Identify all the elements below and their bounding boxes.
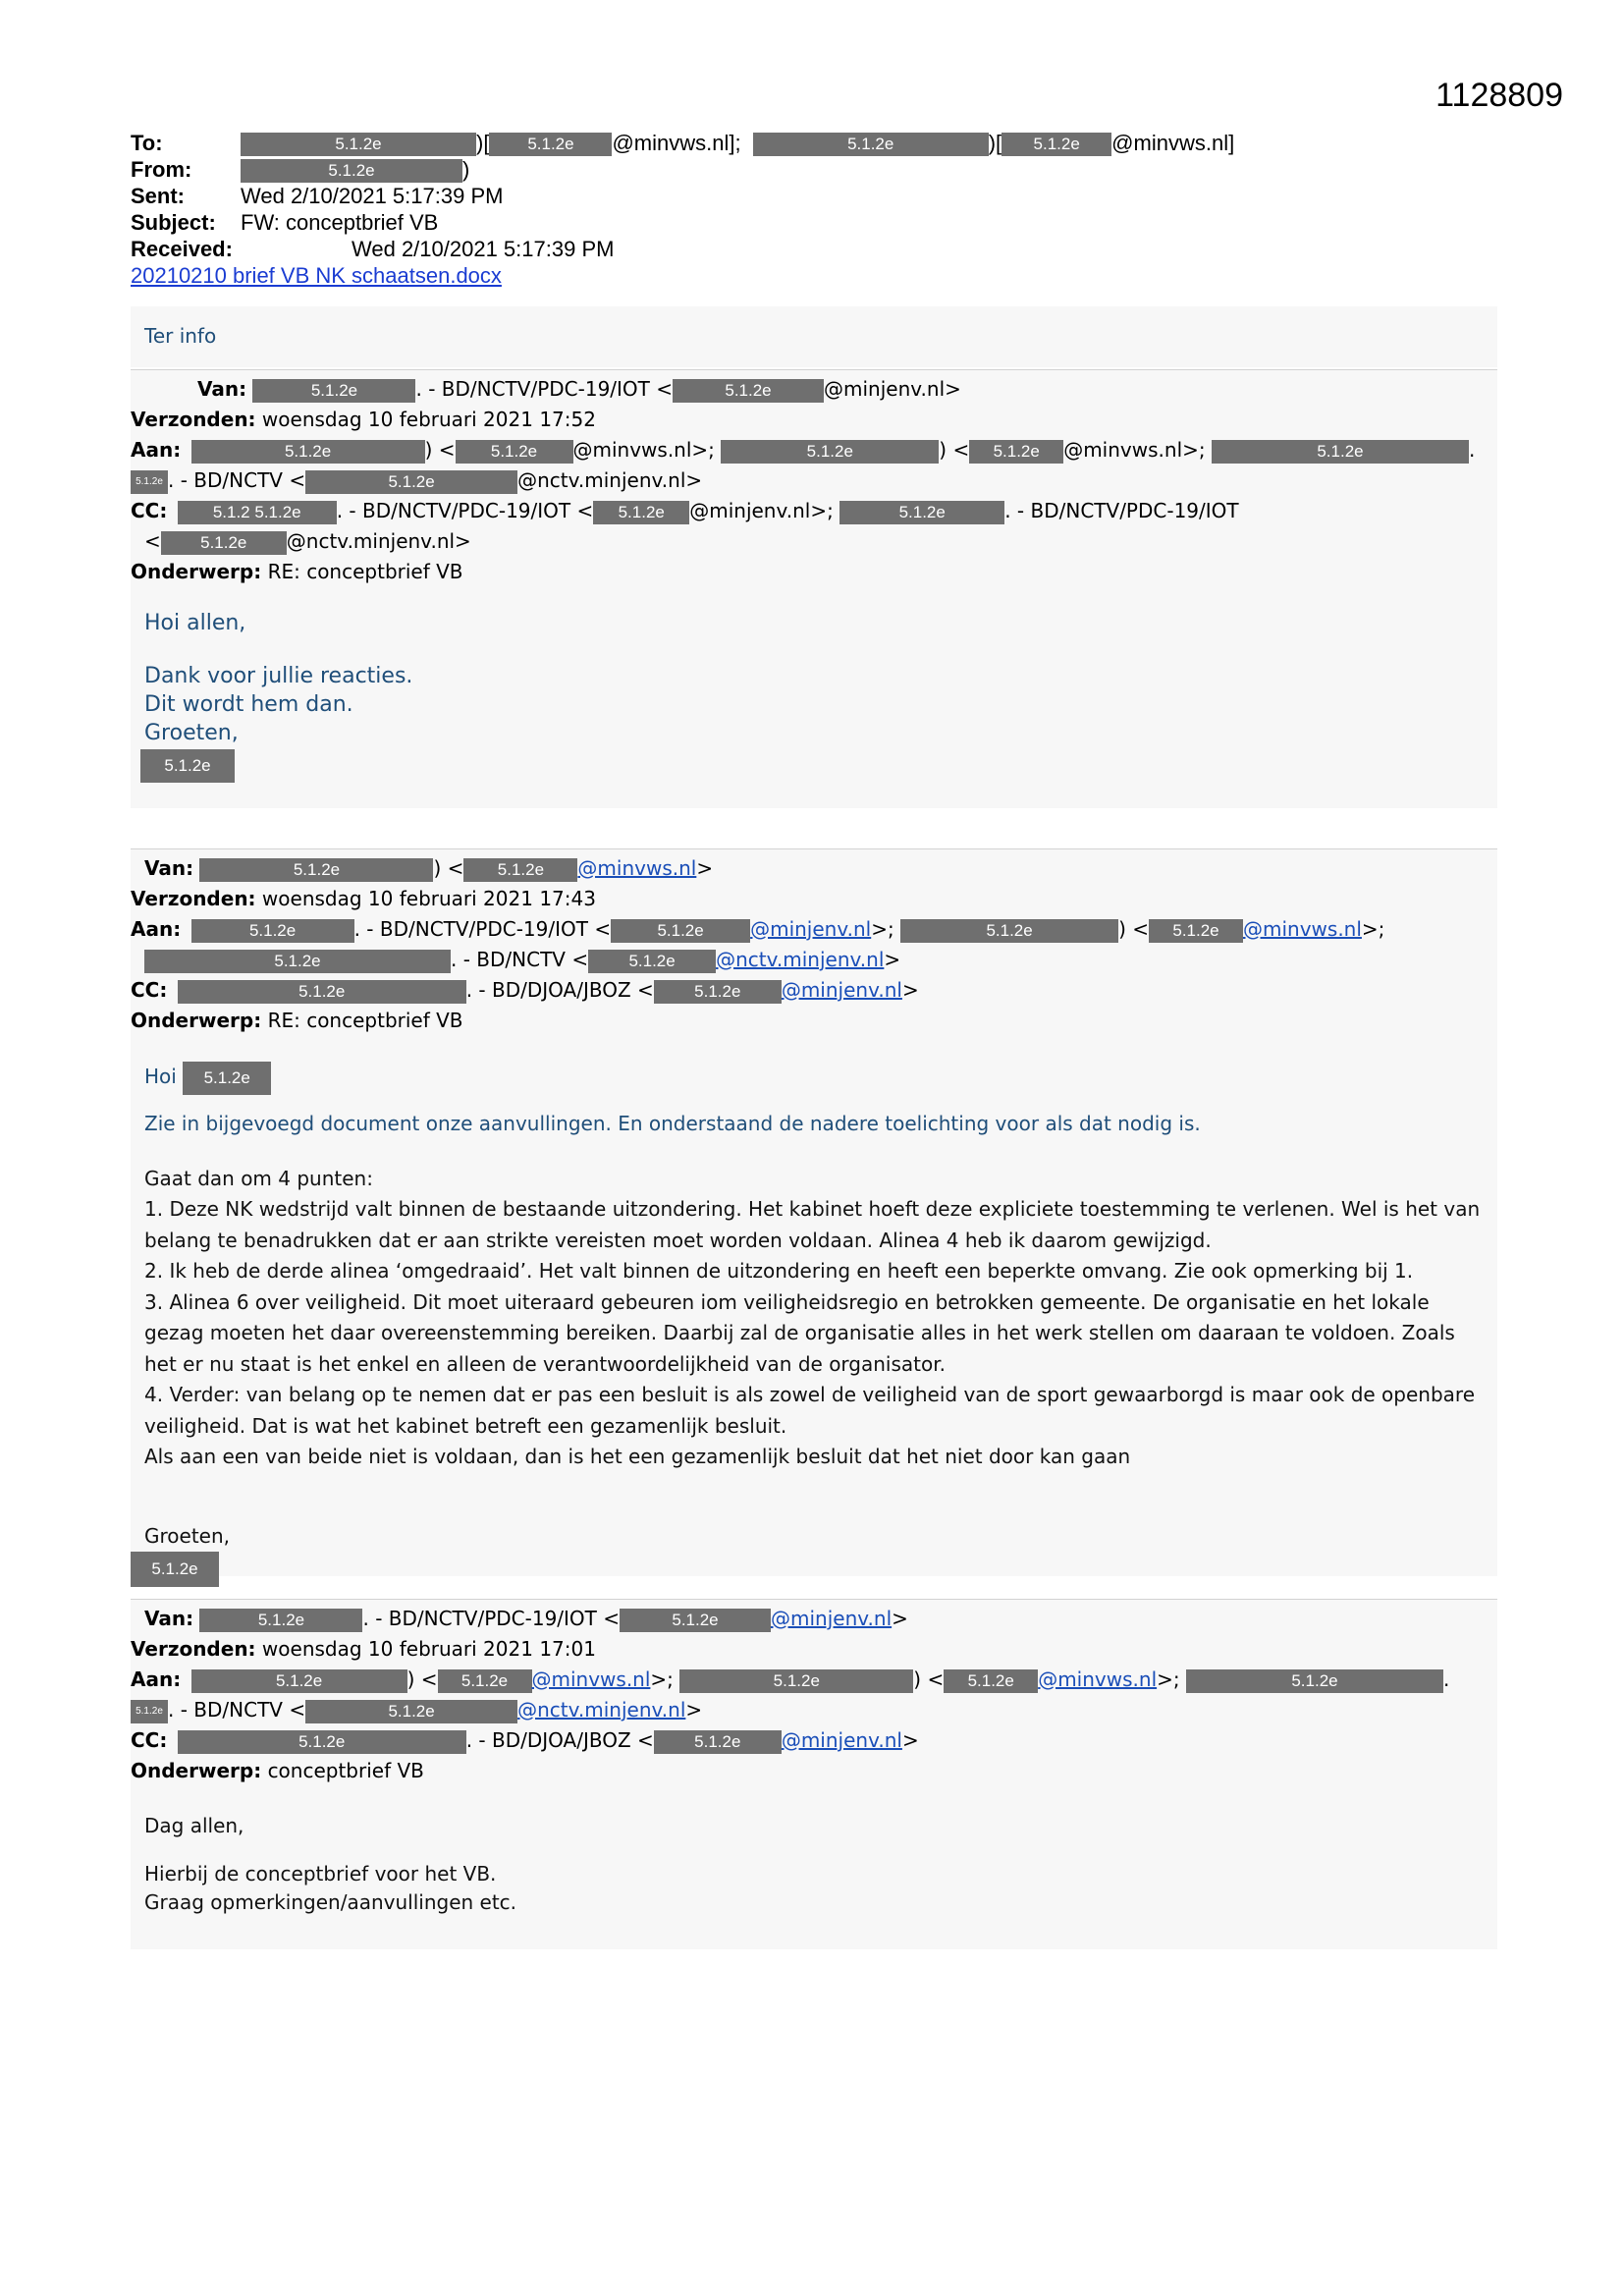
- recipient-text: .: [1468, 438, 1476, 462]
- redaction-block: 5.1.2e: [654, 1730, 782, 1754]
- redaction-block: 5.1.2 5.1.2e: [178, 501, 337, 524]
- cc-text: @minjenv.nl>;: [689, 499, 834, 522]
- redaction-block: 5.1.2e: [1212, 440, 1469, 464]
- redaction-block: 5.1.2e: [191, 440, 425, 464]
- redaction-block: 5.1.2e: [241, 159, 462, 183]
- aan-label: Aan:: [131, 1667, 182, 1691]
- recipient-email-link[interactable]: @minvws.nl: [1038, 1667, 1158, 1691]
- redaction-block: 5.1.2e: [673, 379, 824, 403]
- point-item: 1. Deze NK wedstrijd valt binnen de bestaande uitzondering. Het kabinet hoeft deze expliciete toestemming te verlenen. Wel is het van belang te benadrukken dat er aan strikte vereisten moet worden voldaan. Alinea 4 heb ik daarom gewijzigd.: [144, 1197, 1481, 1252]
- aan-row-2: [131, 945, 1497, 975]
- from-row: [131, 156, 502, 183]
- redaction-block: 5.1.2e: [839, 501, 1004, 524]
- redaction-block: 5.1.2e: [199, 858, 433, 882]
- aan-row-2: [131, 1695, 1497, 1725]
- cc-row-2: [131, 526, 1497, 557]
- redaction-block: 5.1.2e: [199, 1609, 362, 1632]
- redaction-block: 5.1.2e: [1001, 133, 1111, 156]
- attachment-row: [131, 262, 502, 289]
- to-email-domain: @minvws.nl]: [1111, 131, 1235, 155]
- subject-value: FW: conceptbrief VB: [241, 210, 439, 235]
- received-row: [131, 236, 615, 262]
- aan-row: [131, 914, 1497, 945]
- email-3-body: [131, 1786, 1497, 1917]
- recipient-text: ) <: [406, 1667, 438, 1691]
- verzonden-row: [131, 884, 1497, 914]
- recipient-text: . - BD/NCTV/PDC-19/IOT <: [353, 917, 612, 941]
- email-2-body: [131, 1036, 1497, 1587]
- redaction-block: 5.1.2e: [1186, 1669, 1443, 1693]
- aan-label: Aan:: [131, 438, 182, 462]
- message-header: [131, 130, 1235, 289]
- recipient-text: >;: [1361, 917, 1385, 941]
- redaction-block: 5.1.2e: [654, 980, 782, 1004]
- header-text: )[: [476, 131, 490, 155]
- body-line: Groeten,: [144, 721, 239, 745]
- aan-row: [131, 435, 1497, 465]
- cc-text: . - BD/DJOA/JBOZ <: [465, 978, 654, 1002]
- redaction-block: 5.1.2e: [178, 1730, 466, 1754]
- greeting: Hoi: [144, 1065, 177, 1088]
- sent-row: [131, 183, 502, 209]
- redaction-block: 5.1.2e: [438, 1669, 532, 1693]
- redaction-block: 5.1.2e: [463, 858, 577, 882]
- van-label: Van:: [144, 856, 194, 880]
- email-message-2: [131, 848, 1497, 1576]
- email-3-header: [131, 1600, 1497, 1786]
- recipient-text: @nctv.minjenv.nl>: [517, 468, 703, 492]
- onderwerp-label: Onderwerp:: [131, 560, 262, 583]
- redaction-block: 5.1.2e: [611, 919, 750, 943]
- onderwerp-row: [131, 557, 1497, 587]
- to-row: [131, 130, 1235, 156]
- verzonden-value: woensdag 10 februari 2021 17:01: [261, 1637, 596, 1661]
- subject-row: [131, 209, 502, 236]
- sender-org: . - BD/NCTV/PDC-19/IOT <: [362, 1607, 620, 1630]
- redaction-block: 5.1.2e: [305, 1700, 517, 1723]
- redaction-block: 5.1.2e: [900, 919, 1118, 943]
- point-item: 2. Ik heb de derde alinea ‘omgedraaid’. Het valt binnen de uitzondering en heeft een beperkte omvang. Zie ook opmerking bij 1.: [144, 1259, 1414, 1283]
- sender-text: >: [696, 856, 714, 880]
- redaction-block: 5.1.2e: [456, 440, 573, 464]
- cc-label: CC:: [131, 978, 168, 1002]
- recipient-text: >: [685, 1698, 703, 1722]
- redaction-block: 5.1.2e: [721, 440, 939, 464]
- email-message-3: [131, 1599, 1497, 1949]
- cc-label: CC:: [131, 1728, 168, 1752]
- van-label: Van:: [144, 1607, 194, 1630]
- verzonden-row: [131, 1634, 1497, 1665]
- van-row: [131, 374, 1497, 405]
- cc-row: [131, 975, 1497, 1006]
- redaction-block: 5.1.2e: [944, 1669, 1038, 1693]
- redaction-block: 5.1.2e: [593, 501, 689, 524]
- recipient-text: ) <: [913, 1667, 945, 1691]
- recipient-email-link[interactable]: @minvws.nl: [1243, 917, 1362, 941]
- onderwerp-label: Onderwerp:: [131, 1009, 262, 1032]
- van-row: [131, 853, 1497, 884]
- sent-value: Wed 2/10/2021 5:17:39 PM: [241, 184, 504, 208]
- email-1-body: [131, 587, 1497, 783]
- recipient-text: >;: [871, 917, 894, 941]
- cc-label: CC:: [131, 499, 168, 522]
- signature-redaction: 5.1.2e: [140, 749, 235, 783]
- redaction-block: 5.1.2e: [191, 1669, 407, 1693]
- to-label: To:: [131, 131, 163, 155]
- redaction-block: 5.1.2e: [183, 1062, 271, 1095]
- recipient-email-link[interactable]: @minjenv.nl: [750, 917, 872, 941]
- points-list: [144, 1164, 1484, 1473]
- redaction-block: 5.1.2e: [1149, 919, 1243, 943]
- point-item: 4. Verder: van belang op te nemen dat er pas een besluit is als zowel de veiligheid van de sport gewaarborgd is maar ook de openbare veiligheid. Dat is wat het kabinet betreft een gezamenlijk besluit.: [144, 1383, 1475, 1438]
- onderwerp-row: [131, 1756, 1497, 1786]
- redaction-block: 5.1.2e: [161, 531, 287, 555]
- redaction-block: 5.1.2e: [144, 950, 451, 973]
- header-text: )[: [988, 131, 1002, 155]
- verzonden-label: Verzonden:: [131, 1637, 256, 1661]
- recipient-text: . - BD/NCTV <: [451, 948, 589, 971]
- redaction-block: 5.1.2e: [969, 440, 1063, 464]
- cc-text: . - BD/DJOA/JBOZ <: [465, 1728, 654, 1752]
- point-item: 3. Alinea 6 over veiligheid. Dit moet uiteraard gebeuren iom veiligheidsregio en betrokken gemeente. De organisatie en het lokale gezag moeten het daar overeenstemming bereiken. Daarbij zal de organisatie alles in het werk stellen om daaraan te voldoen. Zoals het er nu staat is het enkel en alleen de verantwoordelijkheid van de organisator.: [144, 1289, 1455, 1376]
- onderwerp-value: RE: conceptbrief VB: [267, 560, 463, 583]
- redaction-block: 5.1.2e: [679, 1669, 913, 1693]
- cc-text: >: [901, 1728, 919, 1752]
- cc-email-link[interactable]: @minjenv.nl: [781, 978, 902, 1002]
- recipient-text: >;: [650, 1667, 674, 1691]
- recipient-text: ) <: [1118, 917, 1149, 941]
- body-line: Graag opmerkingen/aanvullingen etc.: [144, 1890, 517, 1914]
- sent-label: Sent:: [131, 184, 185, 208]
- recipient-text: >: [884, 948, 901, 971]
- recipient-text: @minvws.nl>;: [572, 438, 715, 462]
- redaction-block: 5.1.2e: [241, 133, 476, 156]
- cc-text: @nctv.minjenv.nl>: [286, 529, 471, 553]
- from-label: From:: [131, 157, 192, 182]
- signature-redaction: 5.1.2e: [131, 1552, 219, 1587]
- recipient-text: @minvws.nl>;: [1063, 438, 1206, 462]
- verzonden-label: Verzonden:: [131, 887, 256, 910]
- redaction-block: 5.1.2e: [588, 950, 716, 973]
- body-line: Hoi allen,: [144, 611, 246, 635]
- sender-domain: @minjenv.nl>: [824, 377, 961, 401]
- recipient-text: >;: [1157, 1667, 1180, 1691]
- aan-row-2: [131, 465, 1497, 496]
- received-label: Received:: [131, 237, 233, 261]
- sender-org: . - BD/NCTV/PDC-19/IOT <: [415, 377, 673, 401]
- cc-row: [131, 496, 1497, 526]
- email-1-header: [131, 370, 1497, 587]
- redaction-block: 5.1.2e: [131, 470, 168, 494]
- recipient-text: ) <: [939, 438, 970, 462]
- recipient-email-link[interactable]: @minvws.nl: [531, 1667, 651, 1691]
- points-heading: Gaat dan om 4 punten:: [144, 1166, 373, 1190]
- recipient-text: ) <: [424, 438, 456, 462]
- verzonden-value: woensdag 10 februari 2021 17:43: [261, 887, 596, 910]
- redaction-block: 5.1.2e: [252, 379, 415, 403]
- forward-note-block: [131, 306, 1497, 367]
- body-line: Dit wordt hem dan.: [144, 692, 353, 717]
- onderwerp-row: [131, 1006, 1497, 1036]
- sender-email-link[interactable]: @minvws.nl: [577, 856, 697, 880]
- verzonden-value: woensdag 10 februari 2021 17:52: [261, 408, 596, 431]
- attachment-link[interactable]: 20210210 brief VB NK schaatsen.docx: [131, 263, 502, 288]
- redaction-block: 5.1.2e: [489, 133, 612, 156]
- intro-paragraph: Zie in bijgevoegd document onze aanvullingen. En onderstaand de nadere toelichting voor als dat nodig is.: [144, 1111, 1201, 1135]
- body-line: Hierbij de conceptbrief voor het VB.: [144, 1862, 497, 1886]
- to-email-domain: @minvws.nl];: [612, 131, 741, 155]
- email-message-1: [131, 369, 1497, 808]
- cc-text: . - BD/NCTV/PDC-19/IOT: [1004, 499, 1239, 522]
- email-2-header: [131, 849, 1497, 1036]
- received-value: Wed 2/10/2021 5:17:39 PM: [352, 237, 615, 261]
- aan-label: Aan:: [131, 917, 182, 941]
- body-line: Dag allen,: [144, 1814, 244, 1837]
- recipient-email-link[interactable]: @nctv.minjenv.nl: [517, 1698, 686, 1722]
- redaction-block: 5.1.2e: [305, 470, 517, 494]
- header-text: ): [462, 157, 470, 182]
- sender-text: >: [892, 1607, 908, 1630]
- subject-label: Subject:: [131, 210, 216, 235]
- body-line: Dank voor jullie reacties.: [144, 664, 413, 688]
- recipient-text: . - BD/NCTV <: [168, 468, 306, 492]
- redaction-block: 5.1.2e: [620, 1609, 771, 1632]
- recipient-text: .: [1442, 1667, 1450, 1691]
- van-row: [131, 1604, 1497, 1634]
- aan-row: [131, 1665, 1497, 1695]
- cc-text: <: [144, 529, 161, 553]
- onderwerp-value: conceptbrief VB: [267, 1759, 424, 1782]
- redaction-block: 5.1.2e: [131, 1700, 168, 1723]
- document-number: 1128809: [1435, 77, 1563, 114]
- redaction-block: 5.1.2e: [191, 919, 354, 943]
- verzonden-label: Verzonden:: [131, 408, 256, 431]
- recipient-text: . - BD/NCTV <: [168, 1698, 306, 1722]
- cc-email-link[interactable]: @minjenv.nl: [781, 1728, 902, 1752]
- sender-text: ) <: [433, 856, 464, 880]
- sender-email-link[interactable]: @minjenv.nl: [771, 1607, 893, 1630]
- recipient-email-link[interactable]: @nctv.minjenv.nl: [716, 948, 885, 971]
- cc-row: [131, 1725, 1497, 1756]
- onderwerp-label: Onderwerp:: [131, 1759, 262, 1782]
- closing: Groeten,: [144, 1523, 231, 1548]
- redaction-block: 5.1.2e: [178, 980, 466, 1004]
- cc-text: >: [901, 978, 919, 1002]
- point-item: Als aan een van beide niet is voldaan, dan is het een gezamenlijk besluit dat het niet door kan gaan: [144, 1445, 1131, 1468]
- greeting-line: [144, 1060, 1484, 1095]
- van-label: Van:: [197, 377, 247, 401]
- redaction-block: 5.1.2e: [753, 133, 989, 156]
- forward-note: Ter info: [144, 324, 217, 348]
- onderwerp-value: RE: conceptbrief VB: [267, 1009, 463, 1032]
- verzonden-row: [131, 405, 1497, 435]
- cc-text: . - BD/NCTV/PDC-19/IOT <: [336, 499, 594, 522]
